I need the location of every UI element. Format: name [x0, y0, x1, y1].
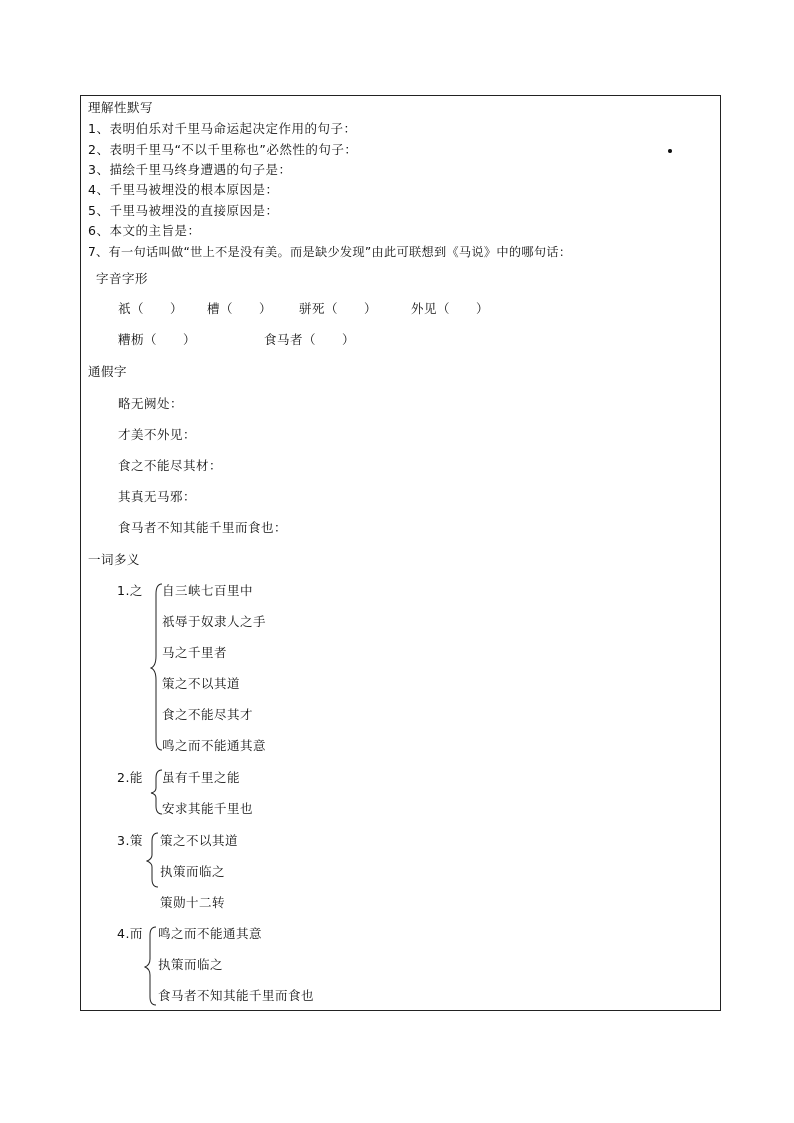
tongjia-item: 食之不能尽其材： — [118, 458, 223, 473]
polysemy-example: 鸣之而不能通其意 — [158, 926, 263, 941]
polysemy-example: 食之不能尽其才 — [162, 707, 254, 722]
section-title-tongjia: 通假字 — [88, 364, 128, 379]
polysemy-example: 祇辱于奴隶人之手 — [162, 614, 267, 629]
polysemy-example: 策之不以其道 — [160, 833, 239, 848]
section-title-polysemy: 一词多义 — [88, 552, 141, 567]
polysemy-label: 4.而 — [117, 926, 143, 941]
polysemy-label: 2.能 — [117, 770, 143, 785]
polysemy-example: 安求其能千里也 — [162, 801, 254, 816]
curly-brace — [144, 925, 158, 1007]
tongjia-item: 才美不外见： — [118, 427, 197, 442]
tongjia-item: 其真无马邪： — [118, 489, 197, 504]
understanding-item-3: 3、描绘千里马终身遭遇的句子是： — [88, 162, 292, 177]
pronunciation-item: 槽（ ） — [207, 301, 273, 316]
polysemy-example: 马之千里者 — [162, 645, 228, 660]
understanding-item-6: 6、本文的主旨是： — [88, 223, 201, 238]
pronunciation-item: 祇（ ） — [118, 301, 184, 316]
polysemy-example: 虽有千里之能 — [162, 770, 241, 785]
section-title-pronunciation: 字音字形 — [96, 271, 149, 286]
tongjia-item: 食马者不知其能千里而食也： — [118, 520, 288, 535]
polysemy-example: 策勋十二转 — [160, 895, 226, 910]
polysemy-example: 鸣之而不能通其意 — [162, 738, 267, 753]
period-mark — [668, 149, 672, 153]
pronunciation-item: 糟枥（ ） — [118, 332, 197, 347]
understanding-item-2: 2、表明千里马“不以千里称也”必然性的句子： — [88, 142, 358, 157]
tongjia-item: 略无阙处： — [118, 396, 184, 411]
polysemy-example: 执策而临之 — [158, 957, 224, 972]
polysemy-example: 食马者不知其能千里而食也 — [158, 988, 315, 1003]
pronunciation-item: 骈死（ ） — [299, 301, 378, 316]
pronunciation-item: 食马者（ ） — [264, 332, 356, 347]
understanding-item-5: 5、千里马被埋没的直接原因是： — [88, 203, 279, 218]
polysemy-label: 1.之 — [117, 583, 143, 598]
polysemy-example: 自三峡七百里中 — [162, 583, 254, 598]
understanding-item-4: 4、千里马被埋没的根本原因是： — [88, 182, 279, 197]
polysemy-example: 策之不以其道 — [162, 676, 241, 691]
curly-brace — [146, 831, 160, 889]
understanding-item-7: 7、有一句话叫做“世上不是没有美。而是缺少发现”由此可联想到《马说》中的哪句话： — [88, 245, 572, 259]
understanding-item-1: 1、表明伯乐对千里马命运起决定作用的句子： — [88, 121, 357, 136]
curly-brace — [150, 582, 164, 752]
pronunciation-item: 外见（ ） — [411, 301, 490, 316]
polysemy-label: 3.策 — [117, 833, 143, 848]
section-title-understanding: 理解性默写 — [88, 100, 154, 115]
polysemy-example: 执策而临之 — [160, 864, 226, 879]
